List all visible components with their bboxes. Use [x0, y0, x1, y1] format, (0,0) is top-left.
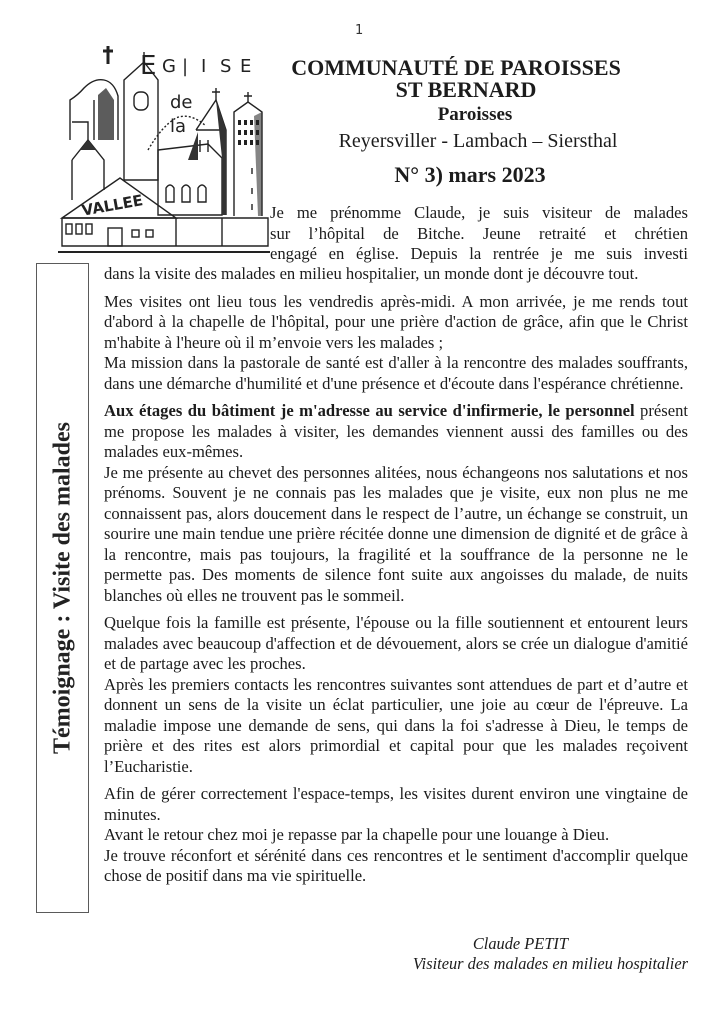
article-body [104, 264, 688, 887]
intro-line: engagé en église. Depuis la rentrée je me suis investi [270, 244, 688, 263]
header-community-title: COMMUNAUTÉ DE PAROISSES [291, 55, 621, 80]
paragraph-text: Je trouve réconfort et sérénité dans ces rencontres et le sentiment d'accomplir quelque chose de positif dans ma vie spirituelle. [104, 845, 688, 885]
body-paragraph [104, 825, 688, 846]
logo-word-vallee: VALLEE [80, 191, 145, 220]
paragraph-text: présent me propose les malades à visiter, les demandes viennent aussi des familles ou des malades eux-mêmes. [104, 401, 688, 461]
paragraph-spacer [104, 777, 688, 784]
intro-line: Je me prénomme Claude, je suis visiteur de malades [270, 203, 688, 222]
logo-word-la: la [170, 116, 187, 137]
body-paragraph [104, 784, 688, 825]
logo-letter-i: I [201, 56, 207, 77]
intro-line: sur l’hôpital de Bitche. Jeune retraité et chrétien [270, 223, 688, 243]
body-paragraph [104, 292, 688, 354]
paragraph-text: Après les premiers contacts les rencontres suivantes sont attendues de part et d’autre et donnent un sens de la visite un éclat particulier, une joie au cœur de l'épreuve. La maladie impose une demande de sens, qui dans la foi s'adresse à Dieu, le temps de prière et des rites est alors primordial et capital pour que les malades reçoivent l’Eucharistie. [104, 674, 688, 776]
page-number: 1 [355, 23, 364, 38]
bold-lead-text: Aux étages du bâtiment je m'adresse au service d'infirmerie, le personnel [104, 401, 635, 420]
body-paragraph [104, 264, 688, 285]
logo-word-de: de [170, 92, 193, 113]
logo-letter-l: | [182, 56, 189, 77]
intro-text [270, 203, 688, 265]
logo-letter-g: G [162, 56, 176, 77]
paragraph-text: Je me présente au chevet des personnes alitées, nous échangeons nos salutations et nos prénoms. Souvent je ne connais pas les malades que je visite, eux non plus ne me connaissent pas, alors doucement dans le respect de l’autre, un échange se construit, un sourire une main tendue une prière récitée donne une dimension de dignité et de grâce à la rencontre, mais pas toujours, la fragilité et la souffrance de la personne ne le permette pas. Des moments de silence font suite aux angoisses du malade, de nuits blanches où elles ne trouvent pas le sommeil. [104, 462, 688, 605]
paragraph-text: Quelque fois la famille est présente, l'épouse ou la fille soutiennent et entourent leurs malades avec beaucoup d'affection et de dévouement, alors se crée un dialogue d'amitié et de partage avec les proches. [104, 613, 688, 673]
paragraph-text: Mes visites ont lieu tous les vendredis après-midi. A mon arrivée, je me rends tout d'abord à la chapelle de l'hôpital, pour une prière d'action de grâce, afin que le Christ m'habite à l'heure où il m’envoie vers les malades ; [104, 291, 688, 352]
paragraph-text: Ma mission dans la pastorale de santé est d'aller à la rencontre des malades souffrants, dans une démarche d'humilité et d'une présence et d'écoute dans l'espérance chrétienne. [104, 353, 688, 393]
paragraph-text: Avant le retour chez moi je repasse par la chapelle pour une louange à Dieu. [104, 825, 610, 844]
signature-role: Visiteur des malades en milieu hospitalier [412, 954, 688, 973]
logo-letter-e2: E [240, 56, 252, 77]
body-paragraph [104, 353, 688, 394]
paragraph-text: dans la visite des malades en milieu hospitalier, un monde dont je découvre tout. [104, 264, 639, 283]
logo-letter-s: S [220, 56, 232, 77]
logo-letter-e: E [140, 51, 157, 81]
body-paragraph [104, 846, 688, 887]
signature-name: Claude PETIT [472, 934, 569, 953]
header-parishes-list: Reyersviller - Lambach – Siersthal [338, 130, 618, 152]
side-title-box [36, 263, 89, 913]
side-title-text: Témoignage : Visite des malades [49, 422, 75, 754]
body-paragraph [104, 401, 688, 463]
paragraph-spacer [104, 394, 688, 401]
body-paragraph [104, 613, 688, 675]
paragraph-spacer [104, 285, 688, 292]
header-parish-name: ST BERNARD [395, 77, 537, 102]
body-paragraph [104, 675, 688, 778]
church-logo [58, 40, 270, 260]
paragraph-text: Afin de gérer correctement l'espace-temps, les visites durent environ une vingtaine de minutes. [104, 784, 688, 824]
header-issue-date: N° 3) mars 2023 [394, 162, 546, 187]
header-parishes-label: Paroisses [437, 104, 513, 125]
signature-block [413, 934, 688, 974]
paragraph-spacer [104, 606, 688, 613]
body-paragraph [104, 463, 688, 607]
